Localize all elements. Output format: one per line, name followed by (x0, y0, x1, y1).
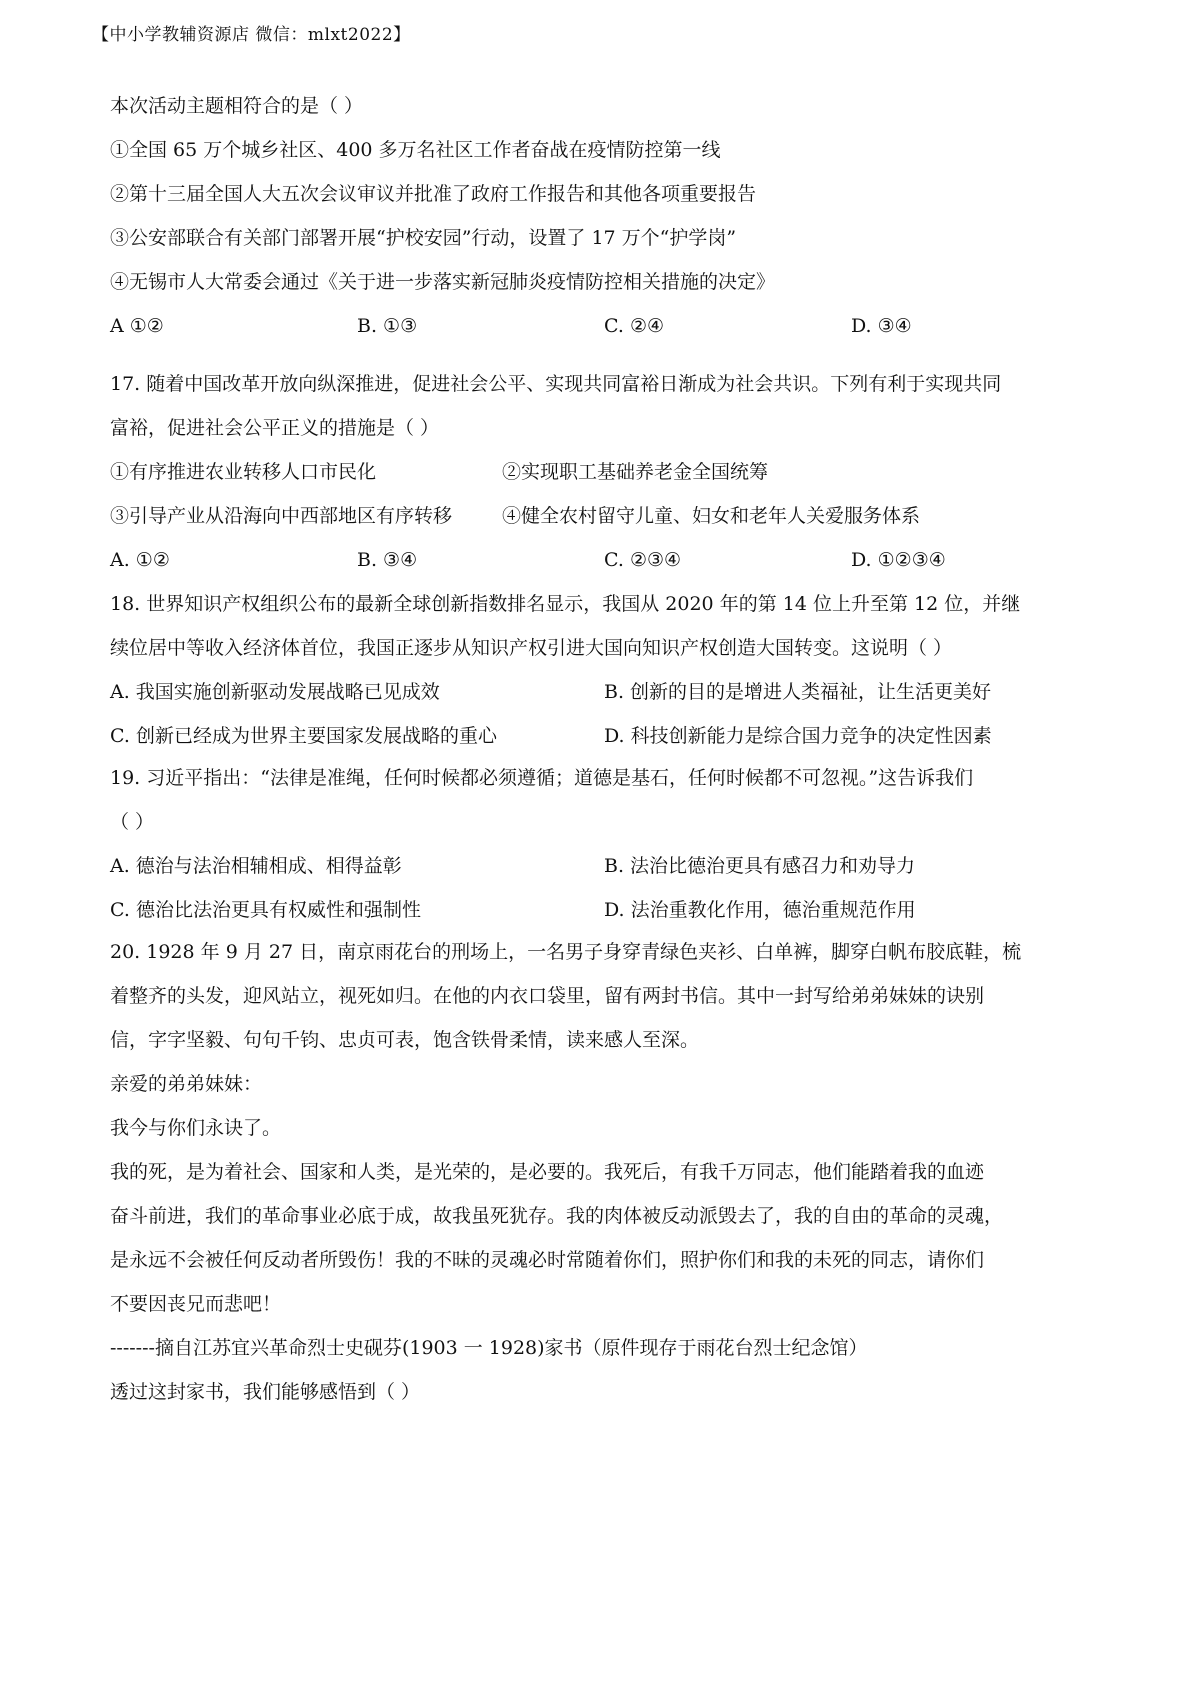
q17-option-a: A. ①② (110, 549, 170, 571)
q16-option-c: C. ②④ (604, 315, 665, 337)
q17-option-d: D. ①②③④ (851, 549, 946, 571)
q17-stem-line-2: 富裕，促进社会公平正义的措施是（ ） (110, 417, 440, 439)
q20-question: 透过这封家书，我们能够感悟到（ ） (110, 1381, 421, 1403)
q16-item-2: ②第十三届全国人大五次会议审议并批准了政府工作报告和其他各项重要报告 (110, 183, 757, 205)
q19-stem-line-1: 19. 习近平指出：“法律是准绳，任何时候都必须遵循；道德是基石，任何时候都不可忽视。”这告诉我们 (110, 767, 974, 789)
q19-option-a: A. 德治与法治相辅相成、相得益彰 (110, 855, 402, 877)
q19-option-b: B. 法治比德治更具有感召力和劝导力 (604, 855, 916, 877)
letter-line-1: 我今与你们永诀了。 (110, 1117, 282, 1139)
q18-stem-line-2: 续位居中等收入经济体首位，我国正逐步从知识产权引进大国向知识产权创造大国转变。这说明（ ） (110, 637, 953, 659)
letter-line-4: 是永远不会被任何反动者所毁伤！我的不昧的灵魂必时常随着你们，照护你们和我的未死的同志，请你们 (110, 1249, 985, 1271)
letter-source: -------摘自江苏宜兴革命烈士史砚芬(1903 一 1928)家书（原件现存于雨花台烈士纪念馆） (110, 1337, 868, 1359)
q20-stem-line-2: 着整齐的头发，迎风站立，视死如归。在他的内衣口袋里，留有两封书信。其中一封写给弟弟妹妹的诀别 (110, 985, 985, 1007)
q16-item-4: ④无锡市人大常委会通过《关于进一步落实新冠肺炎疫情防控相关措施的决定》 (110, 271, 776, 293)
q16-item-3: ③公安部联合有关部门部署开展“护校安园”行动，设置了 17 万个“护学岗” (110, 227, 737, 249)
q17-item-4: ④健全农村留守儿童、妇女和老年人关爱服务体系 (502, 505, 921, 527)
q16-option-b: B. ①③ (357, 315, 418, 337)
q19-option-d: D. 法治重教化作用，德治重规范作用 (604, 899, 916, 921)
letter-salutation: 亲爱的弟弟妹妹： (110, 1073, 263, 1095)
q20-stem-line-1: 20. 1928 年 9 月 27 日，南京雨花台的刑场上，一名男子身穿青绿色夹衫、白单裤，脚穿白帆布胶底鞋，梳 (110, 941, 1022, 963)
letter-line-5: 不要因丧兄而悲吧！ (110, 1293, 282, 1315)
q18-option-a: A. 我国实施创新驱动发展战略已见成效 (110, 681, 440, 703)
q17-option-b: B. ③④ (357, 549, 418, 571)
q16-option-d: D. ③④ (851, 315, 912, 337)
q18-stem-line-1: 18. 世界知识产权组织公布的最新全球创新指数排名显示，我国从 2020 年的第 14 位上升至第 12 位，并继 (110, 593, 1021, 615)
q17-item-3: ③引导产业从沿海向中西部地区有序转移 (110, 505, 453, 527)
q18-option-d: D. 科技创新能力是综合国力竞争的决定性因素 (604, 725, 992, 747)
letter-line-3: 奋斗前进，我们的革命事业必底于成，故我虽死犹存。我的肉体被反动派毁去了，我的自由的革命的灵魂， (110, 1205, 1004, 1227)
q17-item-1: ①有序推进农业转移人口市民化 (110, 461, 377, 483)
q18-option-b: B. 创新的目的是增进人类福祉，让生活更美好 (604, 681, 992, 703)
q18-option-c: C. 创新已经成为世界主要国家发展战略的重心 (110, 725, 497, 747)
q16-stem: 本次活动主题相符合的是（ ） (110, 95, 364, 117)
q19-stem-line-2: （ ） (110, 811, 155, 833)
letter-line-2: 我的死，是为着社会、国家和人类，是光荣的，是必要的。我死后，有我千万同志，他们能踏着我的血迹 (110, 1161, 985, 1183)
q19-option-c: C. 德治比法治更具有权威性和强制性 (110, 899, 421, 921)
q16-item-1: ①全国 65 万个城乡社区、400 多万名社区工作者奋战在疫情防控第一线 (110, 139, 721, 161)
watermark: 【中小学教辅资源店 微信：mlxt2022】 (92, 25, 411, 45)
q17-stem-line-1: 17. 随着中国改革开放向纵深推进，促进社会公平、实现共同富裕日渐成为社会共识。下列有利于实现共同 (110, 373, 1002, 395)
q20-stem-line-3: 信，字字坚毅、句句千钧、忠贞可表，饱含铁骨柔情，读来感人至深。 (110, 1029, 700, 1051)
q17-item-2: ②实现职工基础养老金全国统筹 (502, 461, 769, 483)
q17-option-c: C. ②③④ (604, 549, 682, 571)
q16-option-a: A ①② (110, 315, 164, 337)
